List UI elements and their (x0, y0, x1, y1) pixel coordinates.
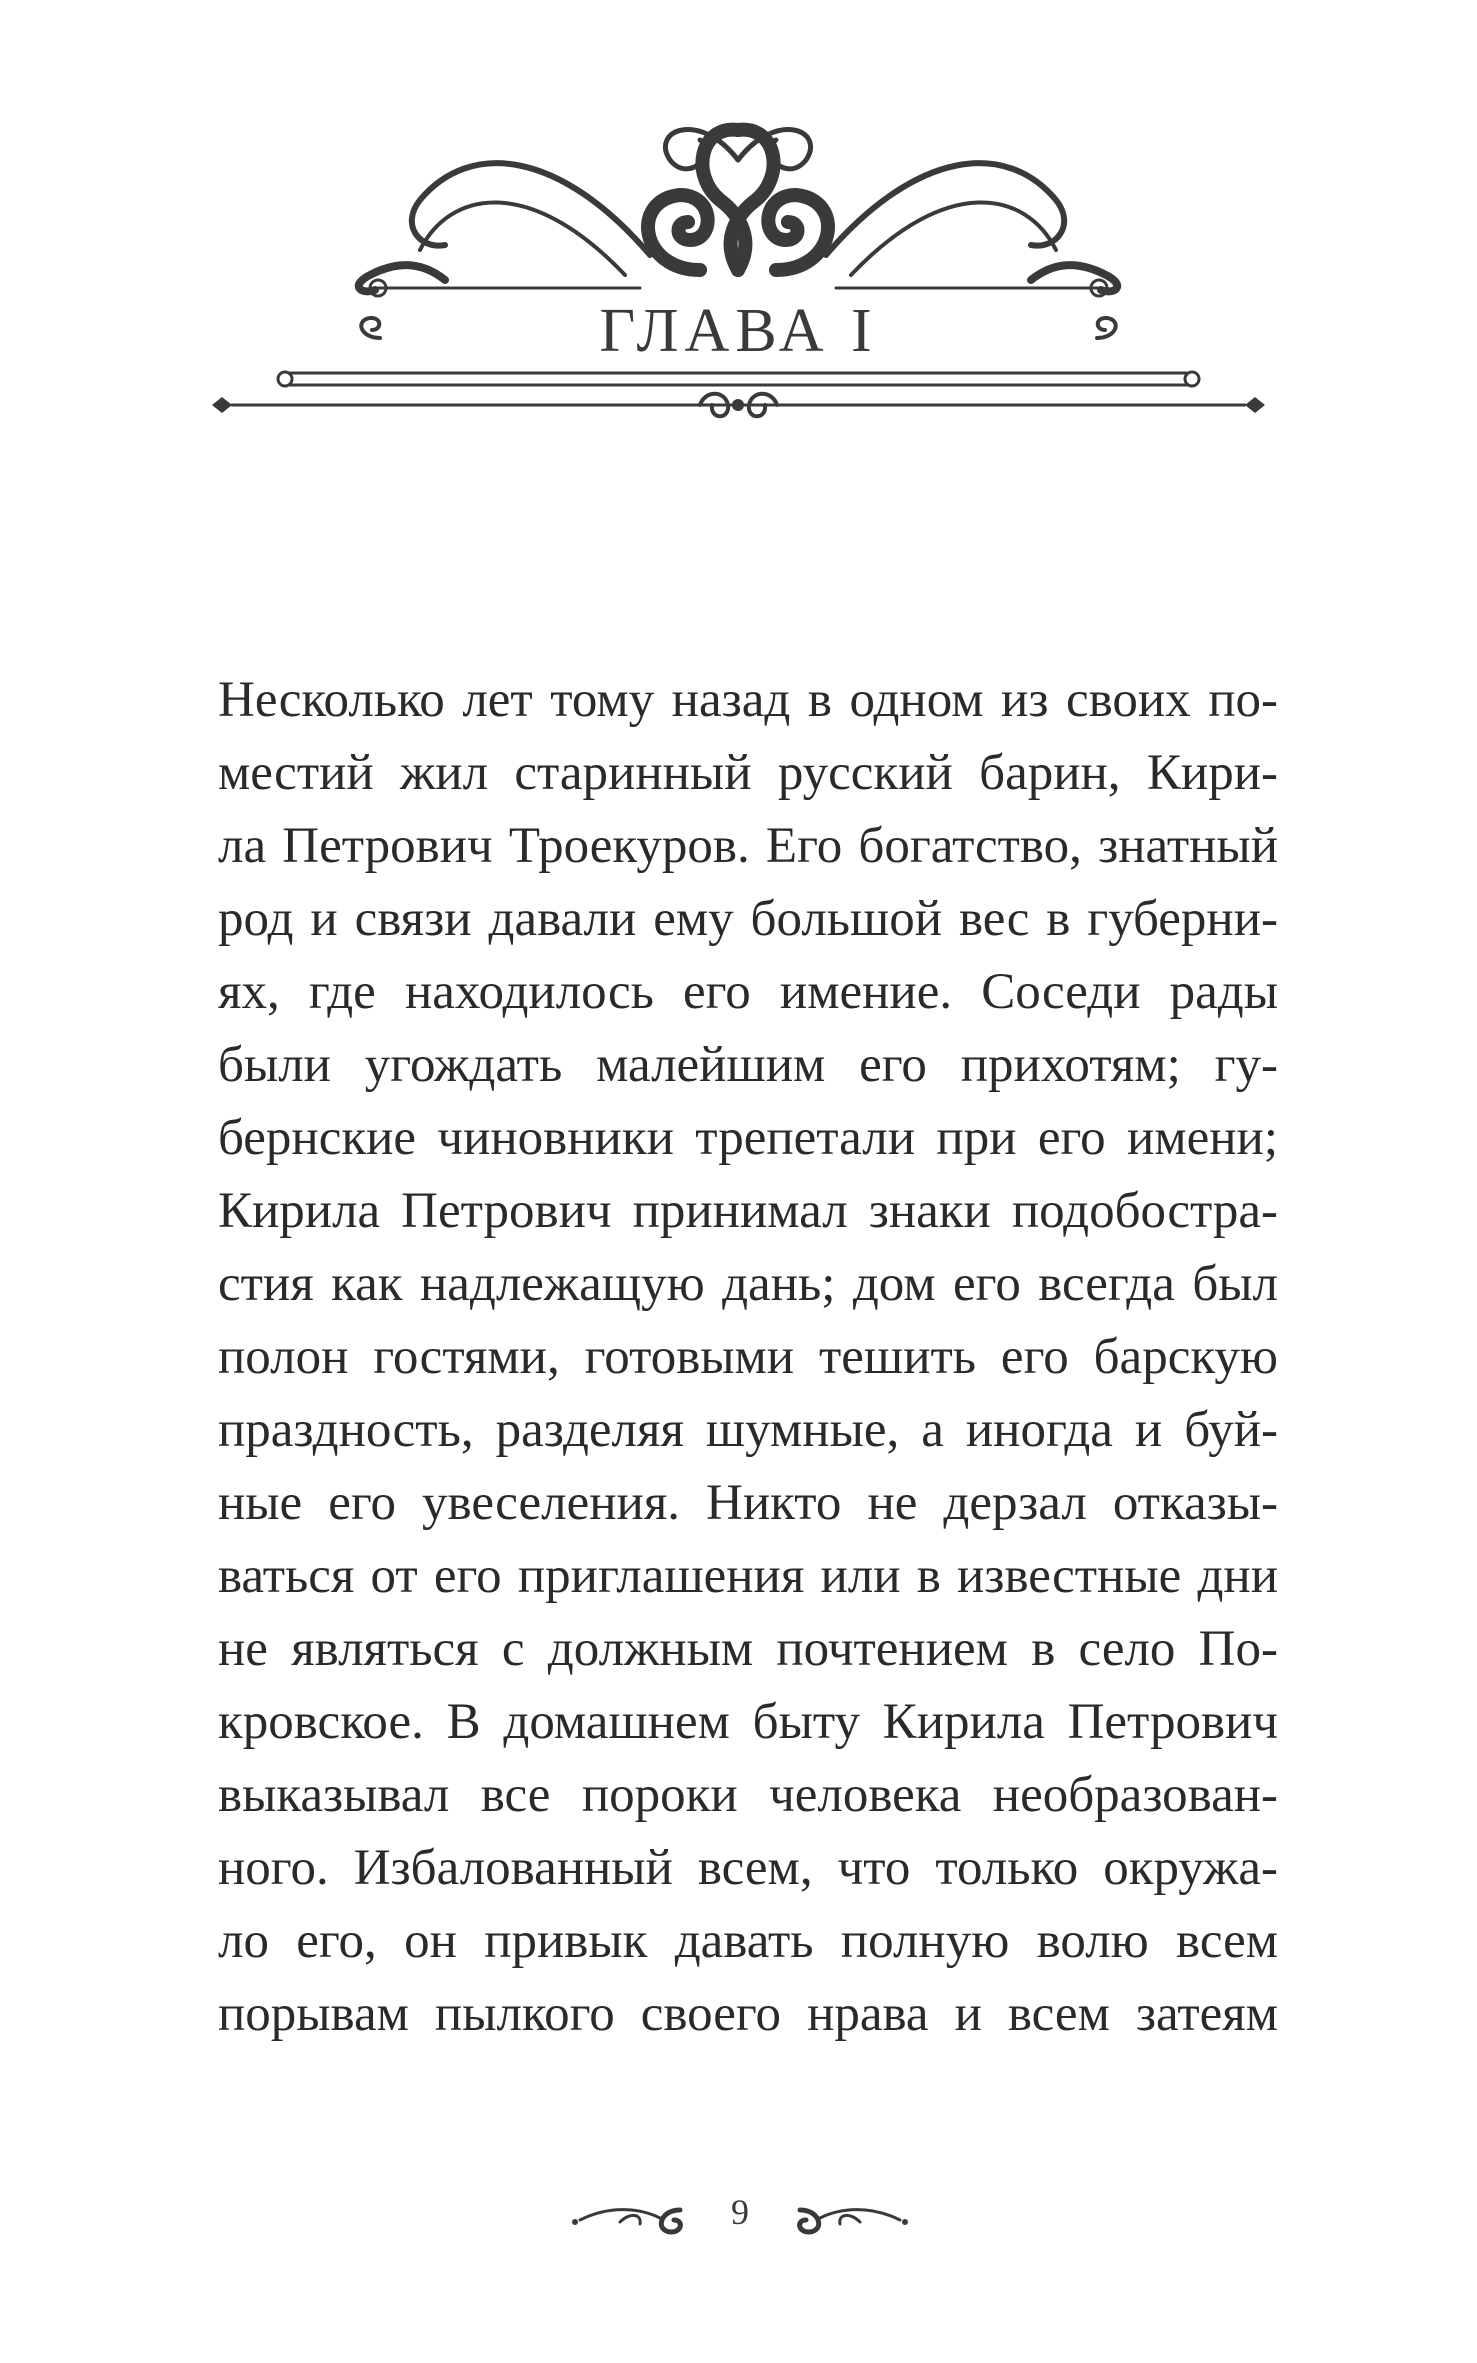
text-line: Несколько лет тому назад в одном из своих по- (218, 672, 1278, 728)
chapter-header-ornament (0, 0, 1477, 460)
text-line: выказывал все пороки человека необразован- (218, 1767, 1278, 1823)
body-text (218, 664, 1278, 2051)
chapter-title: ГЛАВА I (599, 297, 878, 365)
text-line: ла Петрович Троекуров. Его богатство, знатный (218, 818, 1278, 874)
text-line: род и связи давали ему большой вес в губерни- (218, 891, 1278, 947)
text-line: ного. Избалованный всем, что только окружа- (218, 1840, 1278, 1896)
text-line: праздность, разделяя шумные, а иногда и буй- (218, 1402, 1278, 1458)
text-line: порывам пылкого своего нрава и всем затеям (218, 1986, 1278, 2042)
text-line: не являться с должным почтением в село По- (218, 1621, 1278, 1677)
text-line: кровское. В домашнем быту Кирила Петрович (218, 1694, 1278, 1750)
text-line: ло его, он привык давать полную волю всем (218, 1913, 1278, 1969)
text-line: ях, где находилось его имение. Соседи рады (218, 964, 1278, 1020)
text-line: бернские чиновники трепетали при его имени; (218, 1110, 1278, 1166)
page-number: 9 (731, 2192, 749, 2232)
text-line: Кирила Петрович принимал знаки подобостра- (218, 1183, 1278, 1239)
text-line: ваться от его приглашения или в известные дни (218, 1548, 1278, 1604)
text-line: полон гостями, готовыми тешить его барскую (218, 1329, 1278, 1385)
text-line: стия как надлежащую дань; дом его всегда был (218, 1256, 1278, 1312)
text-line: местий жил старинный русский барин, Кири- (218, 745, 1278, 801)
text-line: были угождать малейшим его прихотям; гу- (218, 1037, 1278, 1093)
text-line: ные его увеселения. Никто не дерзал отказы- (218, 1475, 1278, 1531)
